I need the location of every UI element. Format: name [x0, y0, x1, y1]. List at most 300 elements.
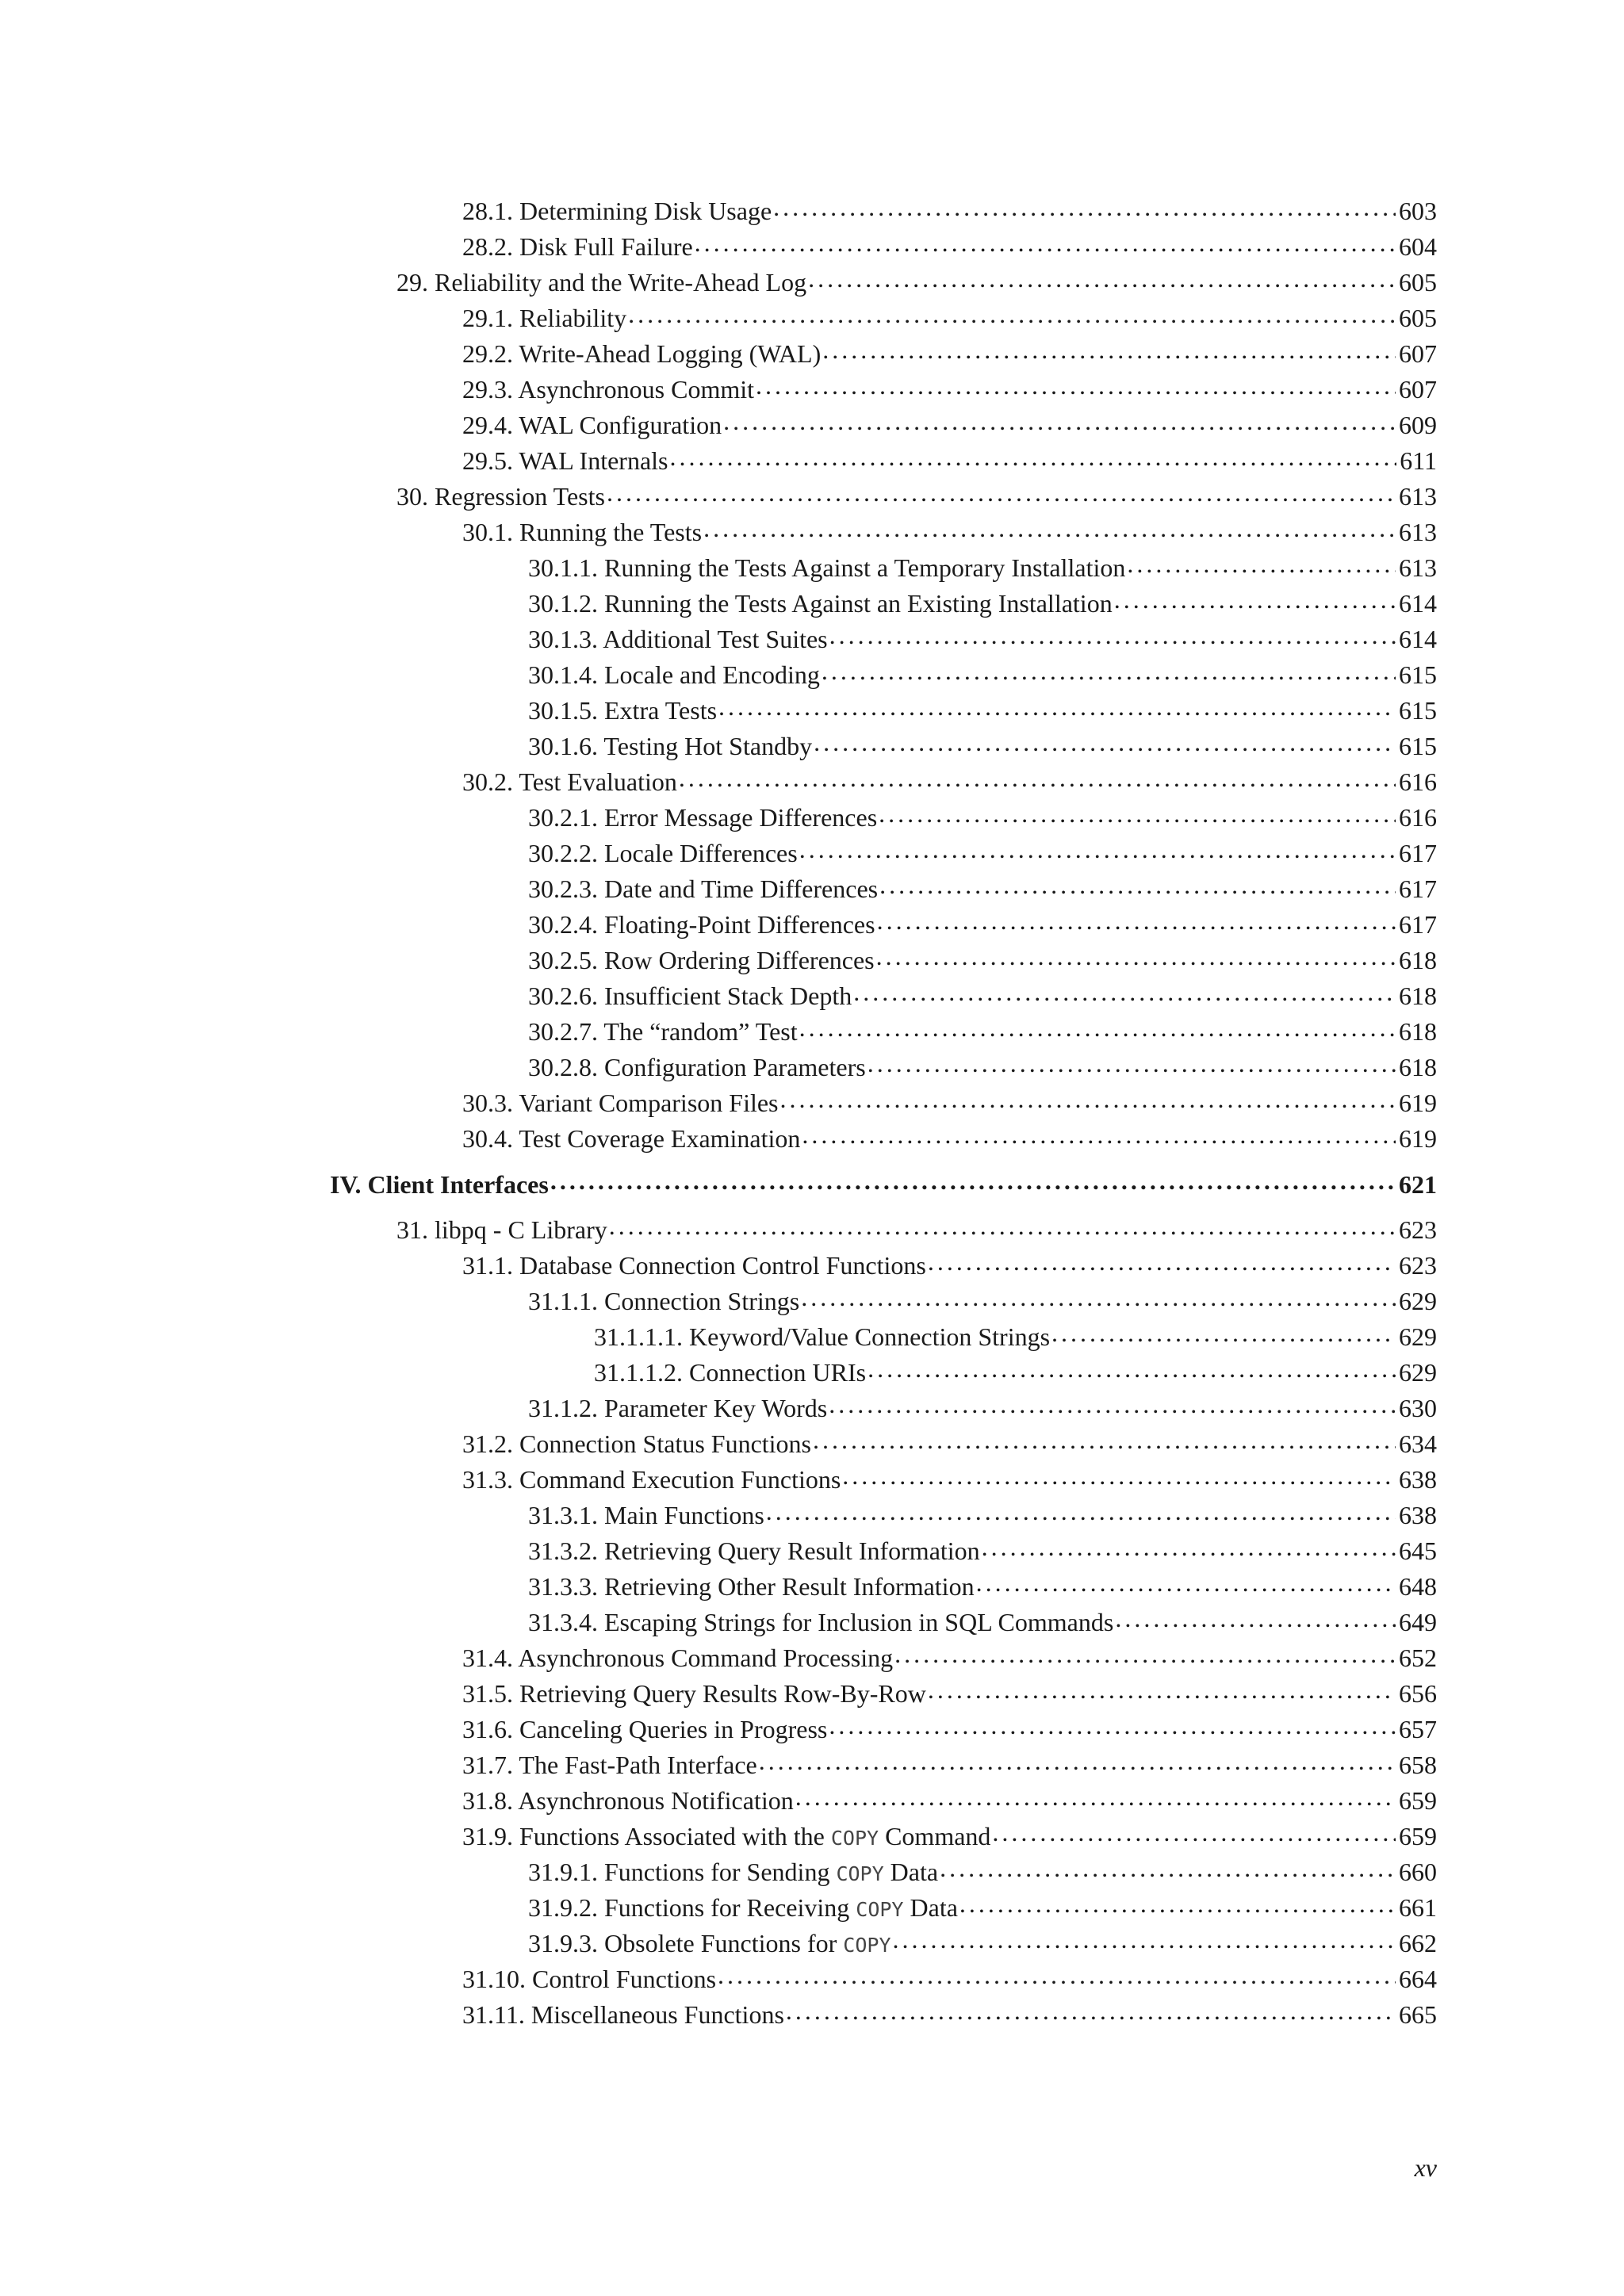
toc-entry[interactable]: [0, 1284, 1624, 1319]
toc-entry-text: The Fast-Path Interface: [519, 1751, 757, 1779]
toc-entry[interactable]: [0, 693, 1624, 729]
dot-leader: [550, 1168, 1396, 1193]
toc-entry-line: [528, 550, 1437, 586]
toc-entry-line: [396, 265, 1437, 300]
toc-page-number: 664: [1399, 1965, 1437, 1993]
toc-entry-line: [462, 193, 1437, 229]
toc-entry-text: Retrieving Other Result Information: [604, 1572, 975, 1601]
dot-leader: [759, 1748, 1396, 1774]
toc-page-number: 648: [1399, 1572, 1437, 1601]
toc-page-number: 617: [1399, 839, 1437, 867]
toc-entry-title: [528, 1050, 868, 1085]
toc-entry-line: [528, 1890, 1437, 1927]
toc-entry-text-suffix: Data: [890, 1858, 939, 1886]
toc-entry[interactable]: [0, 978, 1624, 1014]
toc-entry-line: [462, 443, 1437, 479]
toc-entry-text-suffix: Command: [885, 1822, 991, 1850]
toc-entry-number: 31.3.4.: [528, 1608, 598, 1636]
toc-entry-text: Asynchronous Notification: [518, 1786, 794, 1815]
toc-entry-text: Row Ordering Differences: [604, 946, 875, 974]
toc-entry-text: Determining Disk Usage: [519, 197, 772, 225]
toc-entry-title: [528, 1890, 959, 1927]
toc-entry-title: [396, 265, 808, 300]
dot-leader: [801, 1284, 1396, 1310]
toc-entry-text: Retrieving Query Results Row-By-Row: [519, 1679, 926, 1708]
toc-entry-line: [528, 1014, 1437, 1050]
toc-entry-title: [528, 1014, 799, 1050]
toc-page-number: 616: [1399, 803, 1437, 832]
toc-entry-number: 30.1.2.: [528, 589, 598, 618]
toc-entry-line: [462, 1819, 1437, 1856]
toc-entry-number: 31.1.1.2.: [594, 1358, 683, 1387]
dot-leader: [723, 408, 1396, 434]
toc-entry-line: [462, 1640, 1437, 1676]
toc-entry-line: [462, 1426, 1437, 1462]
toc-entry-number: 30.2.: [462, 767, 513, 796]
toc-entry-line: [528, 693, 1437, 729]
toc-entry-title: [462, 336, 822, 372]
toc-entry-text: Insufficient Stack Depth: [604, 982, 852, 1010]
dot-leader: [876, 943, 1396, 969]
dot-leader: [773, 194, 1396, 220]
toc-page-number: 629: [1399, 1287, 1437, 1315]
toc-entry[interactable]: [0, 729, 1624, 764]
toc-page-number: 618: [1399, 1053, 1437, 1081]
toc-entry-line: [462, 300, 1437, 336]
toc-entry-title: [528, 693, 718, 729]
toc-entry-title: [396, 1212, 609, 1248]
toc-page-number: 614: [1399, 589, 1437, 618]
toc-entry-line: [594, 1319, 1437, 1355]
toc-entry-title: [462, 193, 773, 229]
toc-page-number: 629: [1399, 1322, 1437, 1351]
toc-page-number: 652: [1399, 1644, 1437, 1672]
toc-entry-text: Obsolete Functions for: [604, 1929, 837, 1957]
toc-entry-number: 31.2.: [462, 1429, 513, 1458]
toc-entry-line: [462, 372, 1437, 408]
toc-page-number: 657: [1399, 1715, 1437, 1743]
toc-entry[interactable]: [0, 1854, 1624, 1890]
toc-entry-title: [462, 1961, 718, 1997]
toc-entry-title: [462, 1997, 786, 2033]
toc-entry[interactable]: [0, 193, 1624, 229]
toc-entry-number: 31.9.2.: [528, 1893, 598, 1922]
dot-leader: [868, 1356, 1396, 1381]
toc-entry-number: 30.3.: [462, 1089, 513, 1117]
toc-page-number: 623: [1399, 1215, 1437, 1244]
dot-leader: [670, 444, 1397, 469]
dot-leader: [813, 1427, 1396, 1452]
toc-entry[interactable]: [0, 265, 1624, 300]
toc-entry-title: [462, 1121, 802, 1157]
toc-entry-title: [528, 1926, 893, 1963]
toc-page-number: 658: [1399, 1751, 1437, 1779]
toc-entry-number: 31.10.: [462, 1965, 526, 1993]
toc-entry-number: 31.3.3.: [528, 1572, 598, 1601]
toc-entry[interactable]: [0, 408, 1624, 443]
toc-page-number: 638: [1399, 1501, 1437, 1529]
toc-page-number: 662: [1399, 1929, 1437, 1957]
toc-entry-title: [528, 1605, 1115, 1640]
toc-entry[interactable]: [0, 1498, 1624, 1533]
toc-entry-text: Reliability and the Write-Ahead Log: [435, 268, 807, 297]
toc-entry-text: WAL Internals: [519, 446, 668, 475]
dot-leader: [982, 1534, 1396, 1559]
toc-entry-number: 29.4.: [462, 411, 513, 439]
toc-entry-number: 30.1.3.: [528, 625, 598, 653]
toc-entry-line: [528, 622, 1437, 657]
toc-entry-number: 31.1.1.1.: [594, 1322, 683, 1351]
toc-entry-title: [594, 1355, 868, 1391]
toc-entry[interactable]: [0, 800, 1624, 836]
toc-entry-line: [462, 408, 1437, 443]
dot-leader: [799, 836, 1396, 862]
toc-entry-title: [462, 1712, 829, 1747]
toc-entry-number: 31.: [396, 1215, 428, 1244]
toc-entry-line: [528, 1533, 1437, 1569]
toc-entry-line: [528, 1050, 1437, 1085]
toc-entry-title: [528, 1391, 829, 1426]
dot-leader: [814, 729, 1396, 755]
toc-entry-line: [528, 1854, 1437, 1892]
toc-entry-text: Running the Tests: [519, 518, 703, 546]
toc-entry-number: 31.1.1.: [528, 1287, 598, 1315]
dot-leader: [802, 1122, 1396, 1147]
toc-entry-number: 31.6.: [462, 1715, 513, 1743]
toc-entry-text: Command Execution Functions: [519, 1465, 841, 1494]
toc-page-number: 607: [1399, 339, 1437, 368]
toc-entry[interactable]: [0, 1997, 1624, 2033]
toc-entry-title: [462, 1426, 813, 1462]
toc-entry[interactable]: [0, 1533, 1624, 1569]
toc-page-number: 615: [1399, 660, 1437, 689]
toc-entry-text: Parameter Key Words: [604, 1394, 828, 1422]
toc-entry-line: [528, 978, 1437, 1014]
dot-leader: [992, 1820, 1396, 1845]
dot-leader: [1127, 551, 1396, 576]
toc-entry[interactable]: [0, 764, 1624, 800]
dot-leader: [877, 908, 1396, 933]
toc-entry[interactable]: [0, 907, 1624, 943]
dot-leader: [695, 230, 1396, 255]
toc-entry-number: 31.9.: [462, 1822, 513, 1850]
toc-page-number: 621: [1399, 1170, 1437, 1199]
toc-entry-line: [462, 1747, 1437, 1783]
toc-page-number: 613: [1399, 482, 1437, 511]
toc-page-number: 604: [1399, 232, 1437, 261]
dot-leader: [829, 1391, 1396, 1417]
toc-entry-text: Running the Tests Against a Temporary Installation: [604, 553, 1126, 582]
toc-page-number: 609: [1399, 411, 1437, 439]
toc-entry-title: [528, 800, 879, 836]
toc-page-number: 623: [1399, 1251, 1437, 1280]
toc-entry[interactable]: [0, 586, 1624, 622]
toc-entry-line: [462, 764, 1437, 800]
toc-entry-text: Regression Tests: [435, 482, 605, 511]
toc-entry-number: 30.1.1.: [528, 553, 598, 582]
toc-entry-text: Database Connection Control Functions: [519, 1251, 926, 1280]
toc-entry-title: [462, 372, 756, 408]
dot-leader: [894, 1641, 1396, 1667]
dot-leader: [766, 1498, 1396, 1524]
toc-entry-line: [528, 1284, 1437, 1319]
toc-entry[interactable]: [0, 1248, 1624, 1284]
toc-entry-number: 28.1.: [462, 197, 513, 225]
toc-part-entry[interactable]: [0, 1160, 1624, 1209]
toc-entry-number: 30.4.: [462, 1124, 513, 1153]
toc-entry[interactable]: [0, 1605, 1624, 1640]
toc-entry-text: Control Functions: [532, 1965, 717, 1993]
toc-page-number: 603: [1399, 197, 1437, 225]
toc-entry-title: [462, 1640, 894, 1676]
toc-entry-number: 31.5.: [462, 1679, 513, 1708]
dot-leader: [842, 1463, 1396, 1488]
toc-entry-line: [528, 1391, 1437, 1426]
toc-entry-number: 31.3.: [462, 1465, 513, 1494]
dot-leader: [756, 373, 1396, 398]
dot-leader: [1114, 587, 1396, 612]
toc-entry-text: Client Interfaces: [367, 1170, 549, 1199]
toc-entry-line: [528, 800, 1437, 836]
toc-entry[interactable]: [0, 1676, 1624, 1712]
toc-entry-line: [594, 1355, 1437, 1391]
toc-entry[interactable]: [0, 1890, 1624, 1926]
table-of-contents: [0, 193, 1624, 2033]
toc-entry-number: 31.11.: [462, 2000, 525, 2029]
toc-entry-text: WAL Configuration: [519, 411, 722, 439]
dot-leader: [928, 1677, 1396, 1702]
dot-leader: [868, 1050, 1396, 1076]
toc-page-number: 630: [1399, 1394, 1437, 1422]
toc-entry-line: [528, 871, 1437, 907]
toc-entry-number: 30.1.5.: [528, 696, 598, 725]
toc-entry-line: [462, 1783, 1437, 1819]
dot-leader: [703, 515, 1396, 541]
toc-entry-number: 30.2.5.: [528, 946, 598, 974]
toc-entry-title: [528, 1498, 766, 1533]
toc-entry-number: 31.3.1.: [528, 1501, 598, 1529]
toc-entry-text: Test Evaluation: [519, 767, 677, 796]
toc-entry-title: [528, 907, 877, 943]
toc-entry-text: Testing Hot Standby: [603, 732, 813, 760]
toc-entry[interactable]: [0, 871, 1624, 907]
toc-page-number: 618: [1399, 1017, 1437, 1046]
toc-entry[interactable]: [0, 657, 1624, 693]
toc-entry-title: [330, 1160, 550, 1209]
toc-page-number: 616: [1399, 767, 1437, 796]
toc-entry[interactable]: [0, 622, 1624, 657]
toc-entry[interactable]: [0, 1355, 1624, 1391]
toc-entry[interactable]: [0, 836, 1624, 871]
toc-entry-line: [528, 907, 1437, 943]
toc-entry[interactable]: [0, 300, 1624, 336]
toc-entry-number: 30.1.6.: [528, 732, 598, 760]
toc-page-number: 617: [1399, 874, 1437, 903]
dot-leader: [628, 301, 1396, 327]
dot-leader: [718, 1962, 1396, 1988]
toc-entry[interactable]: [0, 443, 1624, 479]
toc-page-number: 659: [1399, 1822, 1437, 1850]
toc-entry-text: Configuration Parameters: [604, 1053, 866, 1081]
toc-entry[interactable]: [0, 550, 1624, 586]
toc-entry-number: 31.8.: [462, 1786, 513, 1815]
toc-entry-number: 28.2.: [462, 232, 513, 261]
toc-page-number: 659: [1399, 1786, 1437, 1815]
toc-entry-line: [462, 1997, 1437, 2033]
toc-entry-title: [528, 586, 1114, 622]
toc-entry-number: 30.2.3.: [528, 874, 598, 903]
toc-entry-number: 29.: [396, 268, 428, 297]
toc-entry[interactable]: [0, 943, 1624, 978]
toc-entry-text: Date and Time Differences: [604, 874, 879, 903]
toc-entry-title: [528, 1854, 940, 1892]
dot-leader: [940, 1855, 1396, 1881]
toc-entry-text: Extra Tests: [604, 696, 718, 725]
toc-entry-title: [462, 408, 723, 443]
toc-entry-title: [528, 1569, 976, 1605]
toc-entry-number: 29.5.: [462, 446, 513, 475]
dot-leader: [1115, 1605, 1396, 1631]
toc-entry-text: Disk Full Failure: [519, 232, 693, 261]
toc-entry-text: Functions for Receiving: [604, 1893, 850, 1922]
toc-entry-line: [462, 515, 1437, 550]
toc-entry-number: 30.2.8.: [528, 1053, 598, 1081]
toc-entry-number: 29.2.: [462, 339, 513, 368]
toc-entry-text: Canceling Queries in Progress: [519, 1715, 828, 1743]
toc-entry-number: 31.1.2.: [528, 1394, 598, 1422]
toc-entry[interactable]: [0, 515, 1624, 550]
toc-entry-title: [396, 479, 607, 515]
toc-entry-text: Locale Differences: [604, 839, 798, 867]
toc-page-number: 619: [1399, 1124, 1437, 1153]
toc-entry-title: [462, 1085, 780, 1121]
toc-entry-number: 30.2.7.: [528, 1017, 598, 1046]
toc-entry-number: 31.9.1.: [528, 1858, 598, 1886]
toc-entry-number: 30.1.4.: [528, 660, 598, 689]
toc-page-number: 618: [1399, 946, 1437, 974]
toc-entry-line: [462, 1712, 1437, 1747]
toc-entry-number: 30.2.4.: [528, 910, 598, 939]
toc-entry-title: [462, 1248, 928, 1284]
toc-entry[interactable]: [0, 1783, 1624, 1819]
toc-entry-title: [462, 1783, 795, 1819]
dot-leader: [959, 1891, 1396, 1916]
toc-entry-text: Retrieving Query Result Information: [604, 1536, 980, 1565]
toc-entry-title: [528, 729, 814, 764]
toc-entry[interactable]: [0, 1391, 1624, 1426]
toc-entry-line: [396, 479, 1437, 515]
toc-entry-line: [528, 586, 1437, 622]
toc-entry-text: Asynchronous Command Processing: [518, 1644, 894, 1672]
toc-entry[interactable]: [0, 1569, 1624, 1605]
toc-entry[interactable]: [0, 1121, 1624, 1157]
toc-entry-title: [462, 443, 670, 479]
toc-entry[interactable]: [0, 1961, 1624, 1997]
toc-entry-title: [462, 1676, 928, 1712]
toc-entry-number: 31.3.2.: [528, 1536, 598, 1565]
toc-entry[interactable]: [0, 1212, 1624, 1248]
toc-entry-line: [462, 1961, 1437, 1997]
toc-entry-line: [528, 657, 1437, 693]
toc-page-number: 649: [1399, 1608, 1437, 1636]
toc-entry-number: 31.9.3.: [528, 1929, 598, 1957]
dot-leader: [808, 266, 1396, 291]
toc-entry[interactable]: [0, 1819, 1624, 1854]
dot-leader: [928, 1249, 1396, 1274]
toc-entry-line: [528, 1605, 1437, 1640]
toc-entry[interactable]: [0, 1712, 1624, 1747]
toc-page-number: 605: [1399, 304, 1437, 332]
toc-page-number: 645: [1399, 1536, 1437, 1565]
dot-leader: [822, 337, 1396, 362]
toc-entry-title: [528, 978, 853, 1014]
toc-entry-number: 31.7.: [462, 1751, 513, 1779]
toc-page-number: 613: [1399, 553, 1437, 582]
toc-entry[interactable]: [0, 1926, 1624, 1961]
toc-entry-text: Keyword/Value Connection Strings: [689, 1322, 1051, 1351]
toc-entry-number: 29.1.: [462, 304, 513, 332]
toc-entry[interactable]: [0, 479, 1624, 515]
toc-entry[interactable]: [0, 372, 1624, 408]
toc-entry-title: [528, 836, 799, 871]
toc-entry-title: [462, 515, 703, 550]
toc-entry[interactable]: [0, 1426, 1624, 1462]
toc-entry-line: [528, 1569, 1437, 1605]
toc-entry-line: [528, 1926, 1437, 1963]
toc-entry-line: [396, 1212, 1437, 1248]
dot-leader: [879, 801, 1396, 826]
toc-entry[interactable]: [0, 1462, 1624, 1498]
toc-entry-number: 31.1.: [462, 1251, 513, 1280]
dot-leader: [607, 480, 1396, 505]
toc-entry-text: Locale and Encoding: [604, 660, 820, 689]
toc-entry[interactable]: [0, 1014, 1624, 1050]
toc-entry[interactable]: [0, 229, 1624, 265]
toc-entry-title: [462, 1819, 992, 1856]
toc-page-number: 619: [1399, 1089, 1437, 1117]
toc-entry-number: IV.: [330, 1170, 362, 1199]
dot-leader: [780, 1086, 1396, 1112]
toc-entry-line: [462, 1085, 1437, 1121]
toc-entry-line: [528, 943, 1437, 978]
toc-entry-title: [462, 300, 628, 336]
toc-entry-title: [528, 657, 822, 693]
dot-leader: [853, 979, 1396, 1004]
toc-page-number: 613: [1399, 518, 1437, 546]
toc-entry[interactable]: [0, 1319, 1624, 1355]
toc-entry-line: [528, 729, 1437, 764]
dot-leader: [829, 622, 1396, 648]
toc-page-number: 614: [1399, 625, 1437, 653]
toc-entry-line: [462, 1121, 1437, 1157]
toc-entry[interactable]: [0, 336, 1624, 372]
toc-entry-text: Connection Strings: [604, 1287, 800, 1315]
toc-entry-title: [528, 622, 829, 657]
toc-page-number: 615: [1399, 732, 1437, 760]
toc-entry[interactable]: [0, 1085, 1624, 1121]
toc-entry[interactable]: [0, 1050, 1624, 1085]
toc-entry-line: [462, 1248, 1437, 1284]
toc-entry[interactable]: [0, 1640, 1624, 1676]
toc-entry-number: 30.2.2.: [528, 839, 598, 867]
toc-entry-line: [528, 836, 1437, 871]
toc-page-number: 618: [1399, 982, 1437, 1010]
toc-page-number: 656: [1399, 1679, 1437, 1708]
toc-entry-text: Running the Tests Against an Existing Installation: [604, 589, 1113, 618]
toc-entry-title: [528, 1284, 801, 1319]
toc-entry-number: 30.2.1.: [528, 803, 598, 832]
toc-entry[interactable]: [0, 1747, 1624, 1783]
